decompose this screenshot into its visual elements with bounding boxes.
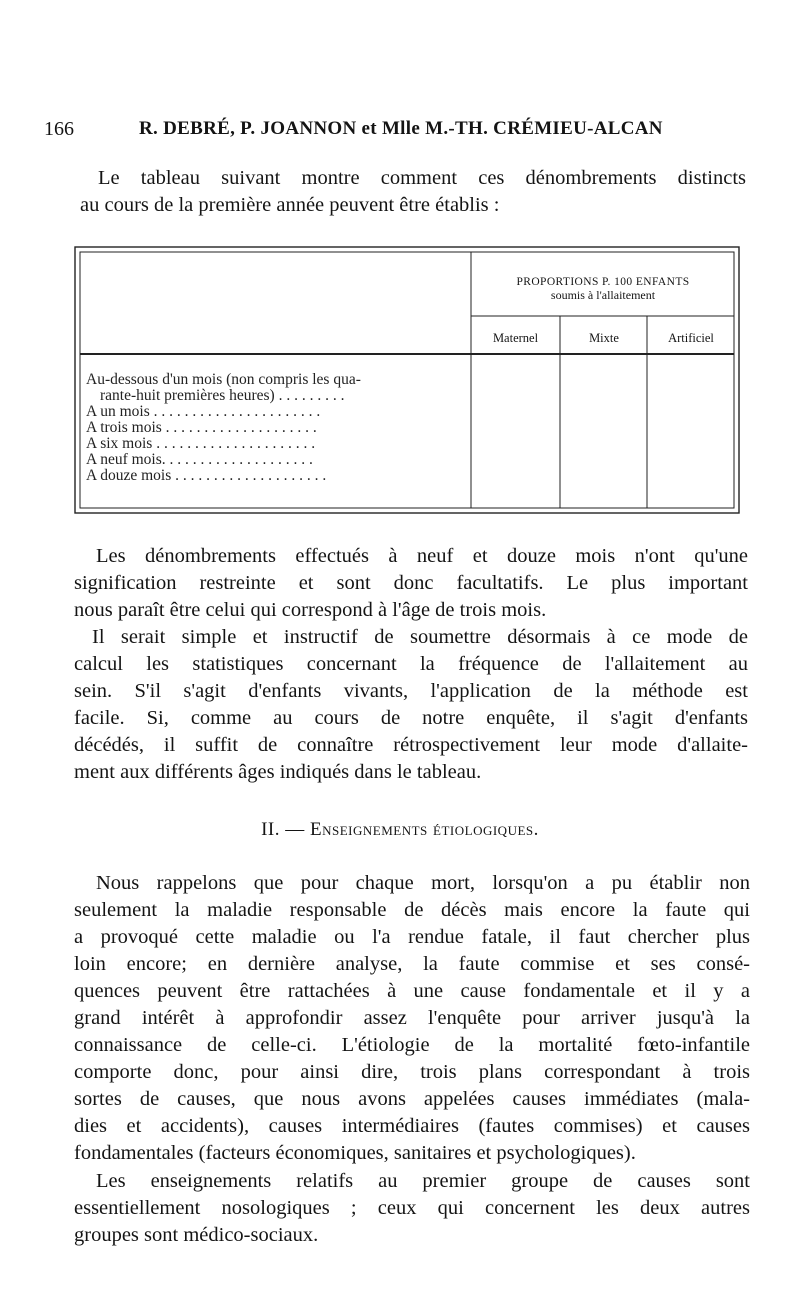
- intro-paragraph: [80, 165, 746, 219]
- running-head-authors: R. DEBRÉ, P. JOANNON et Mlle M.-TH. CRÉMIEU-ALCAN: [139, 118, 663, 139]
- text-line: décédés, il suffit de connaître rétrospectivement leur mode d'allaite-: [74, 734, 748, 756]
- text-line: sein. S'il s'agit d'enfants vivants, l'application de la méthode est: [74, 680, 748, 702]
- table-row-label: rante-huit premières heures) . . . . . . . . .: [100, 388, 345, 404]
- text-line: groupes sont médico-sociaux.: [74, 1224, 319, 1246]
- column-header-mixte: Mixte: [589, 331, 619, 345]
- paragraph-optional-counts: [74, 543, 748, 624]
- text-line: quences peuvent être rattachées à une cause fondamentale et il y a: [74, 980, 750, 1002]
- paragraph-conclusion: [74, 1168, 750, 1249]
- table-row-label: A trois mois . . . . . . . . . . . . . . . . . . . .: [86, 420, 317, 436]
- group-header-line: soumis à l'allaitement: [550, 288, 656, 302]
- text-line: comporte donc, pour ainsi dire, trois plans correspondant à trois: [74, 1061, 750, 1083]
- table-row-label: A douze mois . . . . . . . . . . . . . . . . . . . .: [86, 468, 327, 484]
- column-header-artificiel: Artificiel: [668, 331, 714, 345]
- text-line: essentiellement nosologiques ; ceux qui concernent les deux autres: [74, 1197, 750, 1219]
- text-line: connaissance de celle-ci. L'étiologie de la mortalité fœto-infantile: [74, 1034, 750, 1056]
- table-row-label: A neuf mois. . . . . . . . . . . . . . . . . . . .: [86, 452, 313, 468]
- breastfeeding-table: [74, 246, 740, 516]
- text-line: sortes de causes, que nous avons appelées causes immédiates (mala-: [74, 1088, 750, 1110]
- table-row-label: A un mois . . . . . . . . . . . . . . . . . . . . . .: [86, 404, 321, 420]
- table-row-label: A six mois . . . . . . . . . . . . . . . . . . . . .: [86, 436, 316, 452]
- group-header-line: PROPORTIONS P. 100 ENFANTS: [516, 276, 690, 288]
- section-heading: Enseignements étiologiques.: [310, 819, 539, 840]
- text-line: seulement la maladie responsable de décès mais encore la faute qui: [74, 899, 750, 921]
- column-header-maternel: Maternel: [492, 331, 539, 345]
- section-numeral: II. —: [261, 819, 305, 840]
- text-line: calcul les statistiques concernant la fréquence de l'allaitement au: [74, 653, 748, 675]
- paragraph-statistics: [74, 624, 748, 786]
- text-line: loin encore; en dernière analyse, la faute commise et ses consé-: [74, 953, 750, 975]
- text-line: fondamentales (facteurs économiques, sanitaires et psychologiques).: [74, 1142, 636, 1164]
- text-line: nous paraît être celui qui correspond à l'âge de trois mois.: [74, 599, 547, 621]
- table-row-label: Au-dessous d'un mois (non compris les qua-: [86, 372, 361, 388]
- text-line: Les enseignements relatifs au premier groupe de causes sont: [96, 1170, 750, 1192]
- text-line: Le tableau suivant montre comment ces dénombrements distincts: [98, 167, 746, 189]
- section-title: [0, 819, 800, 841]
- text-line: dies et accidents), causes intermédiaires (fautes commises) et causes: [74, 1115, 750, 1137]
- text-line: grand intérêt à approfondir assez l'enquête pour arriver jusqu'à la: [74, 1007, 750, 1029]
- text-line: facile. Si, comme au cours de notre enquête, il s'agit d'enfants: [74, 707, 748, 729]
- text-line: Les dénombrements effectués à neuf et douze mois n'ont qu'une: [96, 545, 748, 567]
- text-line: Il serait simple et instructif de soumettre désormais à ce mode de: [92, 626, 748, 648]
- text-line: ment aux différents âges indiqués dans le tableau.: [74, 761, 482, 783]
- table-row-labels: [86, 372, 476, 484]
- running-head: [44, 118, 744, 146]
- text-line: au cours de la première année peuvent être établis :: [80, 194, 500, 216]
- table-group-header: [474, 276, 732, 302]
- paragraph-etiology: [74, 870, 750, 1167]
- text-line: Nous rappelons que pour chaque mort, lorsqu'on a pu établir non: [96, 872, 750, 894]
- text-line: signification restreinte et sont donc facultatifs. Le plus important: [74, 572, 748, 594]
- text-line: a provoqué cette maladie ou l'a rendue fatale, il faut chercher plus: [74, 926, 750, 948]
- page-number: 166: [44, 118, 74, 140]
